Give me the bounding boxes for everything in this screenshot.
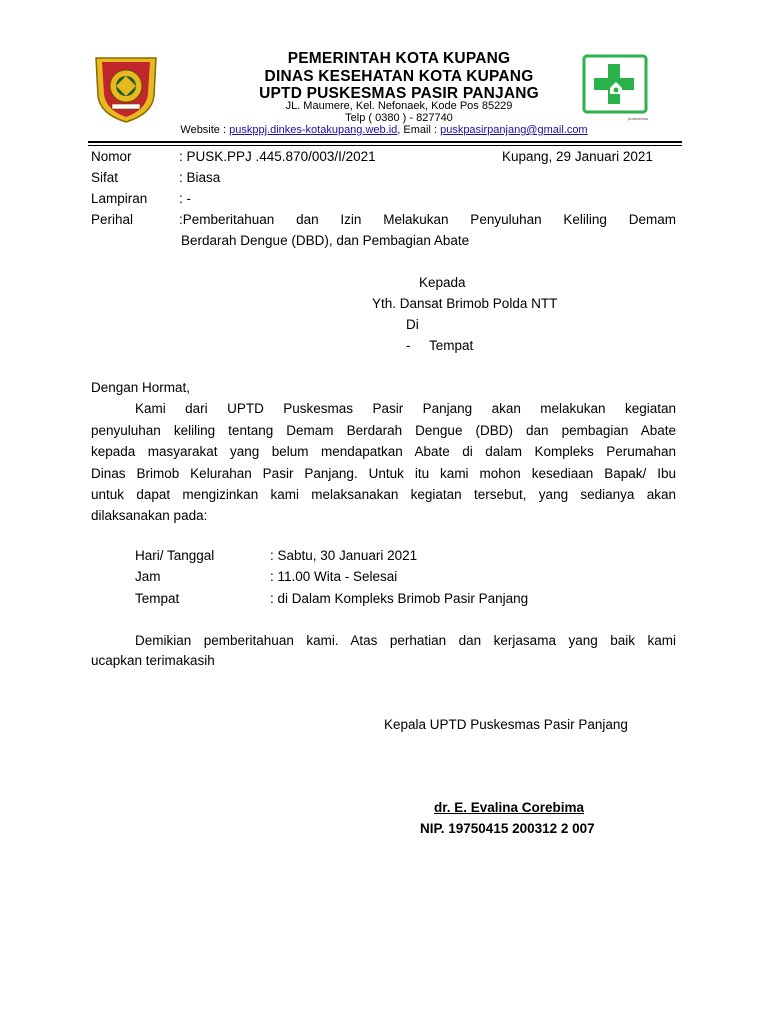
body-p1-line: kepada masyarakat yang belum mendapatkan Abate di dalam Kompleks Perumahan xyxy=(91,444,676,459)
letter-date: Kupang, 29 Januari 2021 xyxy=(502,149,653,164)
header-line-3: UPTD PUSKESMAS PASIR PANJANG xyxy=(259,85,539,102)
body-p1-line: Kami dari UPTD Puskesmas Pasir Panjang akan melakukan kegiatan xyxy=(135,401,676,416)
greeting: Dengan Hormat, xyxy=(91,380,191,395)
recipient-dash: - xyxy=(406,338,411,353)
body-p1-line: penyuluhan keliling tentang Demam Berdarah Dengue (DBD) dan pembagian Abate xyxy=(91,423,676,438)
schedule-value: : Sabtu, 30 Januari 2021 xyxy=(270,548,418,563)
body-p1-line: dilaksanakan pada: xyxy=(91,508,208,523)
header-line-2: DINAS KESEHATAN KOTA KUPANG xyxy=(264,68,534,85)
header-divider-thin xyxy=(88,145,682,146)
schedule-label: Jam xyxy=(135,569,161,584)
schedule-value: : di Dalam Kompleks Brimob Pasir Panjang xyxy=(270,591,529,606)
website-label: Website : xyxy=(180,124,227,136)
schedule-value: : 11.00 Wita - Selesai xyxy=(270,569,398,584)
website-link[interactable]: puskppj.dinkes-kotakupang.web.id xyxy=(229,124,398,136)
perihal-line-1: :Pemberitahuan dan Izin Melakukan Penyuluhan Keliling Demam xyxy=(179,212,676,227)
header-line-1: PEMERINTAH KOTA KUPANG xyxy=(287,50,511,67)
signature-title: Kepala UPTD Puskesmas Pasir Panjang xyxy=(384,717,628,732)
header-address: JL. Maumere, Kel. Nefonaek, Kode Pos 85229 xyxy=(285,100,513,112)
body-p2-line: Demikian pemberitahuan kami. Atas perhatian dan kerjasama yang baik kami xyxy=(135,633,676,648)
sifat-label: Sifat xyxy=(91,170,119,185)
schedule-label: Tempat xyxy=(135,591,180,606)
nomor-value: : PUSK.PPJ .445.870/003/I/2021 xyxy=(179,149,376,164)
perihal-line-2: Berdarah Dengue (DBD), dan Pembagian Abate xyxy=(181,233,470,248)
lampiran-value: : - xyxy=(179,191,191,206)
perihal-label: Perihal xyxy=(91,212,134,227)
nomor-label: Nomor xyxy=(91,149,132,164)
signature-name: dr. E. Evalina Corebima xyxy=(434,800,585,815)
signature-nip: NIP. 19750415 200312 2 007 xyxy=(420,821,595,836)
recipient-kepada: Kepada xyxy=(419,275,466,290)
recipient-tempat: Tempat xyxy=(429,338,474,353)
sifat-value: : Biasa xyxy=(179,170,221,185)
body-p1-line: untuk dapat mengizinkan kami melaksanakan kegiatan tersebut, yang sedianya akan xyxy=(91,487,676,502)
email-link[interactable]: puskpasirpanjang@gmail.com xyxy=(440,124,588,136)
body-p2-line: ucapkan terimakasih xyxy=(91,653,215,668)
body-p1-line: Dinas Brimob Kelurahan Pasir Panjang. Untuk itu kami mohon kesediaan Bapak/ Ibu xyxy=(91,466,676,481)
lampiran-label: Lampiran xyxy=(91,191,148,206)
recipient-di: Di xyxy=(406,317,419,332)
header-phone: Telp ( 0380 ) - 827740 xyxy=(345,112,453,124)
header-divider-thick xyxy=(88,141,682,143)
header-contact xyxy=(0,124,768,136)
logo-caption: puskesmas xyxy=(628,116,649,121)
schedule-label: Hari/ Tanggal xyxy=(135,548,215,563)
recipient-yth: Yth. Dansat Brimob Polda NTT xyxy=(372,296,558,311)
email-label: , Email : xyxy=(397,124,438,136)
